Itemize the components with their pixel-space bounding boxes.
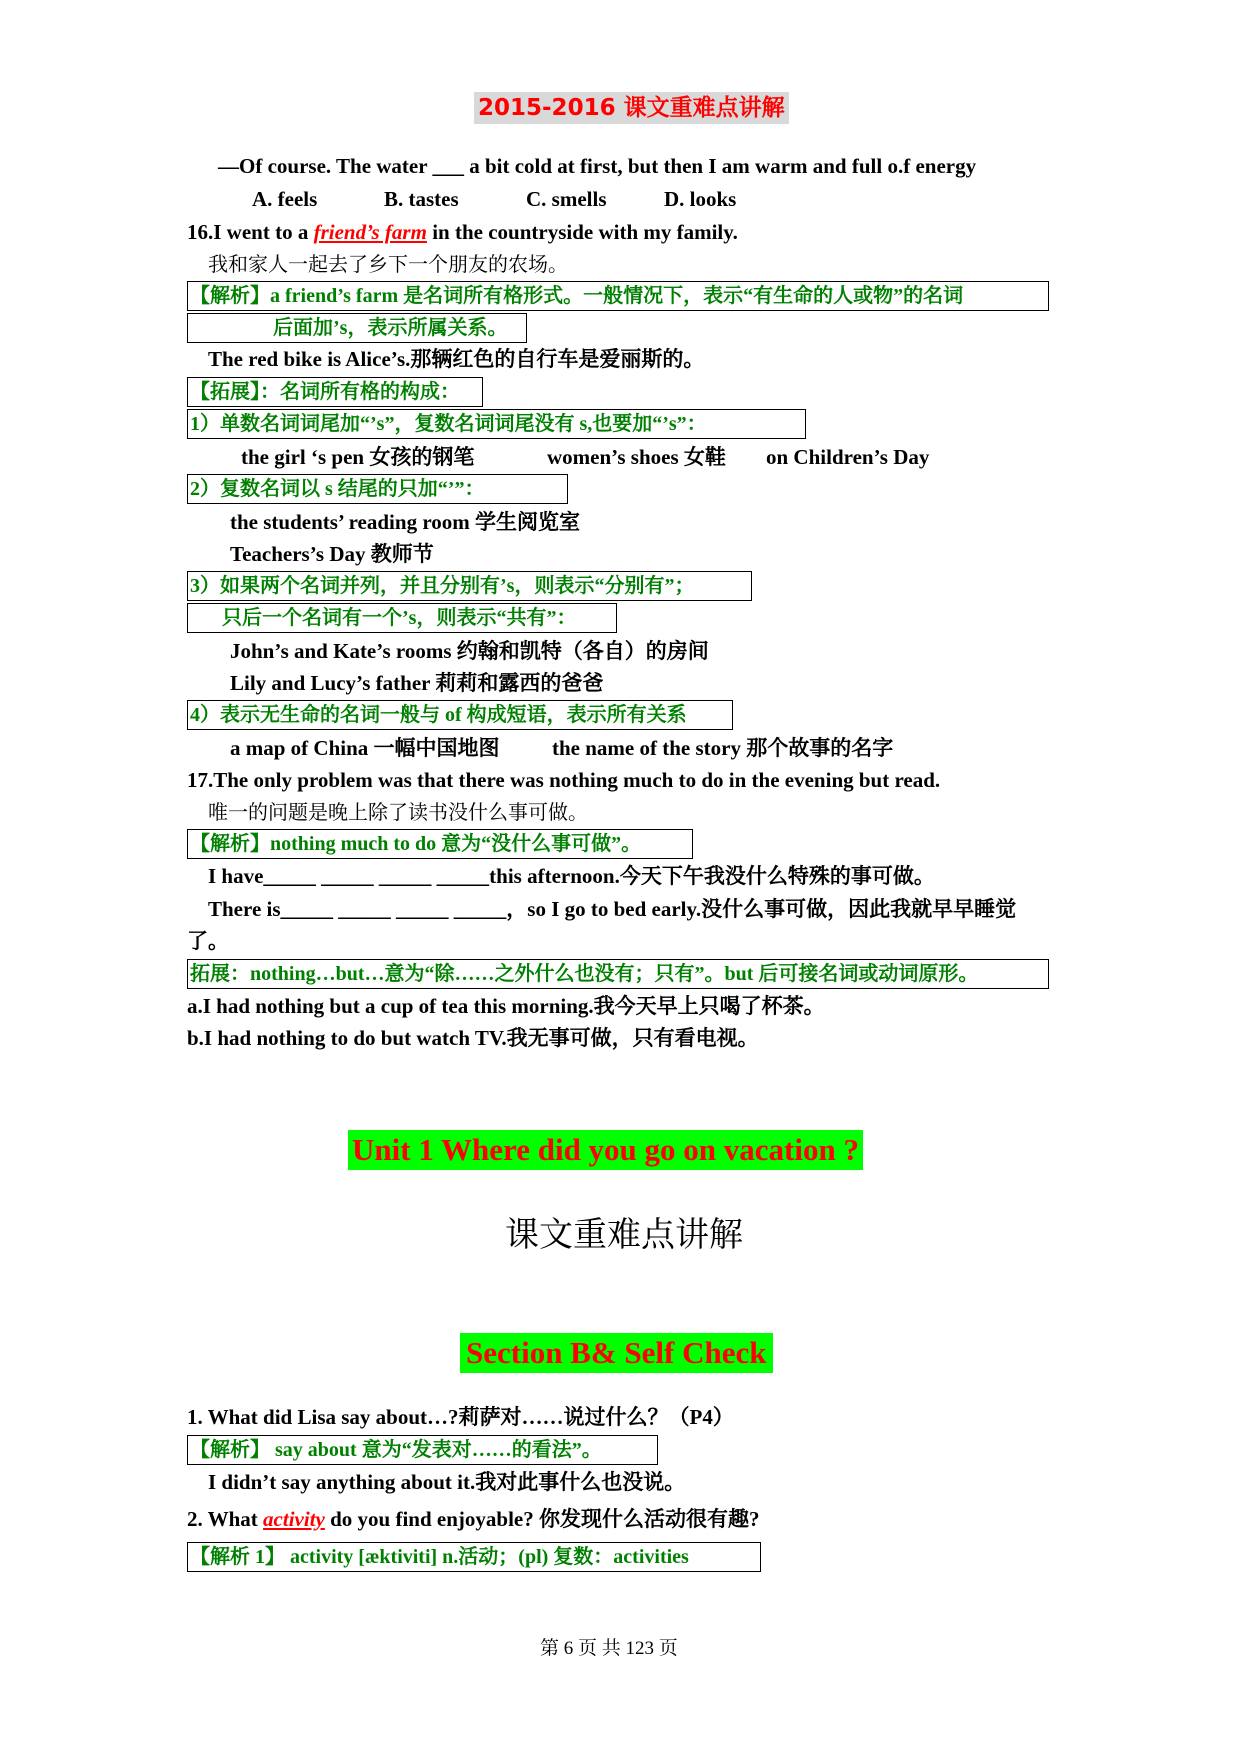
section-title: Section B& Self Check <box>460 1333 773 1373</box>
rule-3-example-1: John’s and Kate’s rooms 约翰和凯特（各自）的房间 <box>230 639 709 663</box>
q16-analysis-1: 【解析】a friend’s farm 是名词所有格形式。一般情况下，表示“有生命的人或物”的名词 <box>187 281 1049 311</box>
q16-sentence <box>187 218 738 246</box>
extension-rule-2: 2）复数名词以 s 结尾的只加“’”： <box>187 474 568 504</box>
s2-question <box>187 1505 759 1533</box>
option-c: C. smells <box>526 187 607 211</box>
page-footer: 第 6 页 共 123 页 <box>540 1638 678 1659</box>
rule-1-example-3: on Children’s Day <box>766 445 930 469</box>
option-d: D. looks <box>664 187 737 211</box>
q17-example-b: b.I had nothing to do but watch TV.我无事可做，只有看电视。 <box>187 1026 759 1050</box>
q16-example: The red bike is Alice’s.那辆红色的自行车是爱丽斯的。 <box>208 347 705 371</box>
extension-rule-1: 1）单数名词词尾加“’s”，复数名词词尾没有 s,也要加“’s”： <box>187 409 806 439</box>
q17-example-1: I have_____ _____ _____ _____this afternoon.今天下午我没什么特殊的事可做。 <box>208 864 935 888</box>
extension-rule-3b: 只后一个名词有一个’s，则表示“共有”： <box>187 603 617 633</box>
rule-2-example-1: the students’ reading room 学生阅览室 <box>230 510 581 534</box>
q17-analysis: 【解析】nothing much to do 意为“没什么事可做”。 <box>187 829 693 859</box>
q15-dialog: —Of course. The water ___ a bit cold at first, but then I am warm and full o.f energy <box>218 154 977 178</box>
s1-question: 1. What did Lisa say about…?莉萨对……说过什么？（P4） <box>187 1405 734 1429</box>
q16-translation: 我和家人一起去了乡下一个朋友的农场。 <box>208 252 568 276</box>
extension-rule-4: 4）表示无生命的名词一般与 of 构成短语，表示所有关系 <box>187 700 733 730</box>
q17-extension: 拓展：nothing…but…意为“除……之外什么也没有；只有”。but 后可接名词或动词原形。 <box>187 959 1049 989</box>
option-a: A. feels <box>252 187 318 211</box>
extension-rule-3a: 3）如果两个名词并列，并且分别有’s，则表示“分别有”； <box>187 571 752 601</box>
option-b: B. tastes <box>384 187 459 211</box>
q16-keyword: friend’s farm <box>313 220 427 244</box>
s1-analysis: 【解析】 say about 意为“发表对……的看法”。 <box>187 1435 658 1465</box>
q16-post: in the countryside with my family. <box>426 220 738 244</box>
q17-example-a: a.I had nothing but a cup of tea this morning.我今天早上只喝了杯茶。 <box>187 994 825 1018</box>
q16-pre: 16.I went to a <box>187 220 314 244</box>
q16-analysis-2: 后面加’s，表示所属关系。 <box>187 313 527 343</box>
rule-2-example-2: Teachers’s Day 教师节 <box>230 542 434 566</box>
s1-example: I didn’t say anything about it.我对此事什么也没说。 <box>208 1470 686 1494</box>
s2-analysis: 【解析 1】 activity [æktiviti] n.活动；(pl) 复数：activities <box>187 1542 761 1572</box>
q17-translation: 唯一的问题是晚上除了读书没什么事可做。 <box>208 800 588 824</box>
rule-3-example-2: Lily and Lucy’s father 莉莉和露西的爸爸 <box>230 671 604 695</box>
q17-example-2-cont: 了。 <box>187 929 229 953</box>
s2-post: do you find enjoyable? 你发现什么活动很有趣? <box>324 1507 760 1531</box>
rule-1-example-1: the girl ‘s pen 女孩的钢笔 <box>241 445 475 469</box>
s2-pre: 2. What <box>187 1507 264 1531</box>
rule-1-example-2: women’s shoes 女鞋 <box>547 445 726 469</box>
q17-sentence: 17.The only problem was that there was nothing much to do in the evening but read. <box>187 768 941 792</box>
unit-title: Unit 1 Where did you go on vacation ? <box>348 1130 863 1170</box>
rule-4-example-2: the name of the story 那个故事的名字 <box>552 736 894 760</box>
header-title: 2015-2016 课文重难点讲解 <box>474 92 789 124</box>
extension-title: 【拓展】：名词所有格的构成： <box>187 377 483 407</box>
q17-example-2: There is_____ _____ _____ _____，so I go to bed early.没什么事可做，因此我就早早睡觉 <box>208 897 1017 921</box>
s2-keyword: activity <box>263 1507 325 1531</box>
rule-4-example-1: a map of China 一幅中国地图 <box>230 736 500 760</box>
section-subtitle: 课文重难点讲解 <box>505 1215 743 1255</box>
